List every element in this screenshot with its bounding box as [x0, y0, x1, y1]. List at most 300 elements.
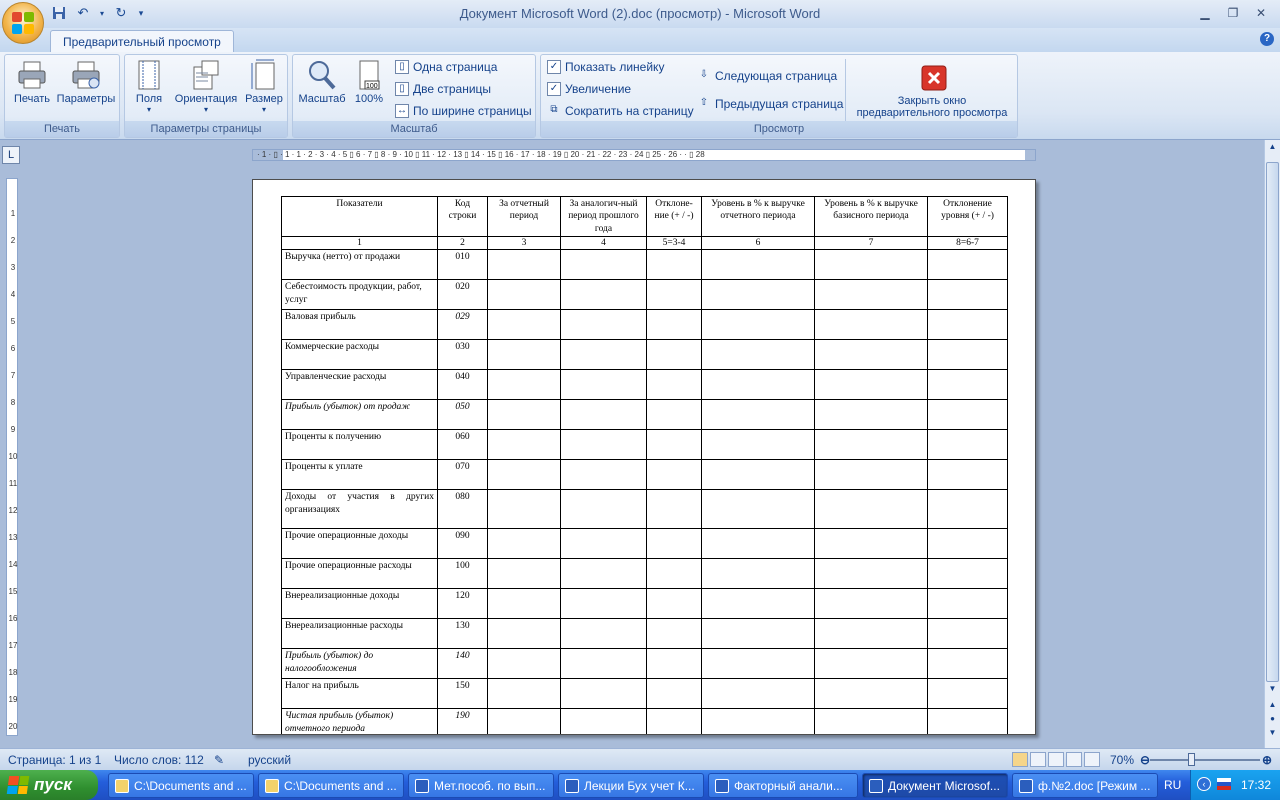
- magnifier-label: Увеличение: [565, 82, 632, 96]
- two-pages-label: Две страницы: [413, 82, 492, 96]
- table-header-cell: За аналогич-ный период прошлого года: [561, 197, 647, 237]
- group-page-setup: [124, 54, 288, 138]
- empty-value-cell: [928, 709, 1008, 735]
- help-icon[interactable]: ?: [1260, 32, 1274, 46]
- horizontal-ruler-labels: · 1 · ▯ · 1 · 1 · 2 · 3 · 4 · 5 ▯ 6 · 7 ▯ 8 · 9 · 10 ▯ 11 · 12 · 13 ▯ 14 · 15 ▯ 16 · 17 · 18 · 19 ▯ 20 · 21 · 22 · 23 · 24 ▯ 25 · 26 · · ▯ 28: [257, 150, 705, 159]
- word-document-icon: [869, 779, 883, 793]
- vertical-ruler-label: 2: [10, 236, 16, 245]
- row-code-cell: 150: [438, 679, 488, 709]
- table-header-cell: Отклоне-ние (+ / -): [647, 197, 702, 237]
- column-number-cell: 1: [282, 237, 438, 250]
- table-header-cell: За отчетный период: [488, 197, 561, 237]
- vertical-ruler-label: 6: [10, 344, 16, 353]
- empty-value-cell: [702, 430, 815, 460]
- next-page-icon: ⇩: [699, 69, 709, 80]
- taskbar-button[interactable]: [1012, 773, 1158, 798]
- empty-value-cell: [815, 460, 928, 490]
- empty-value-cell: [488, 529, 561, 559]
- zoom-label: Масштаб: [298, 93, 346, 105]
- empty-value-cell: [815, 709, 928, 735]
- empty-value-cell: [815, 430, 928, 460]
- empty-value-cell: [702, 529, 815, 559]
- start-button[interactable]: [0, 770, 98, 800]
- one-page-icon: ▯: [395, 60, 409, 74]
- taskbar-button[interactable]: [408, 773, 554, 798]
- table-row: [282, 490, 1008, 529]
- row-code-cell: 050: [438, 400, 488, 430]
- row-label-cell: Себестоимость продукции, работ, услуг: [282, 280, 438, 310]
- vertical-ruler-label: 18: [8, 668, 18, 677]
- windows-flag-icon: [7, 776, 30, 794]
- table-header-row: [282, 197, 1008, 237]
- empty-value-cell: [702, 460, 815, 490]
- vertical-ruler-label: 14: [8, 560, 18, 569]
- table-row: [282, 589, 1008, 619]
- row-code-cell: 010: [438, 250, 488, 280]
- empty-value-cell: [928, 310, 1008, 340]
- empty-value-cell: [561, 679, 647, 709]
- table-row: [282, 310, 1008, 340]
- column-number-cell: 6: [702, 237, 815, 250]
- two-pages-icon: ▯: [395, 82, 409, 96]
- empty-value-cell: [561, 250, 647, 280]
- tray-expand-icon[interactable]: ‹: [1197, 777, 1211, 791]
- empty-value-cell: [702, 340, 815, 370]
- margins-label: Поля: [135, 93, 163, 105]
- magnifier-check-icon: ✓: [547, 82, 561, 96]
- row-label-cell: Прибыль (убыток) от продаж: [282, 400, 438, 430]
- row-code-cell: 140: [438, 649, 488, 679]
- row-label-cell: Прочие операционные расходы: [282, 559, 438, 589]
- vertical-ruler-label: 8: [10, 398, 16, 407]
- empty-value-cell: [488, 460, 561, 490]
- empty-value-cell: [928, 490, 1008, 529]
- group-zoom-label: Масштаб: [293, 121, 535, 137]
- zoom-button[interactable]: [297, 59, 347, 105]
- empty-value-cell: [647, 280, 702, 310]
- print-button[interactable]: [9, 59, 55, 105]
- page-width-label: По ширине страницы: [413, 104, 532, 118]
- empty-value-cell: [928, 460, 1008, 490]
- zoom-100-button[interactable]: [349, 59, 389, 105]
- empty-value-cell: [928, 529, 1008, 559]
- ruler-right-margin: [1025, 150, 1035, 160]
- empty-value-cell: [702, 310, 815, 340]
- group-print-label: Печать: [5, 121, 119, 137]
- restore-icon[interactable]: ❐: [1227, 6, 1239, 20]
- empty-value-cell: [702, 370, 815, 400]
- empty-value-cell: [647, 619, 702, 649]
- page-width-icon: ↔: [397, 105, 407, 116]
- full-screen-reading-view-icon[interactable]: [1030, 752, 1046, 767]
- tray-flag-icon[interactable]: [1217, 778, 1231, 790]
- empty-value-cell: [702, 280, 815, 310]
- table-row: [282, 529, 1008, 559]
- empty-value-cell: [647, 430, 702, 460]
- empty-value-cell: [928, 400, 1008, 430]
- empty-value-cell: [488, 340, 561, 370]
- page-100-icon: [353, 59, 385, 91]
- group-preview: [540, 54, 1018, 138]
- empty-value-cell: [702, 490, 815, 529]
- empty-value-cell: [488, 649, 561, 679]
- table-row: [282, 280, 1008, 310]
- row-label-cell: Прибыль (убыток) до налогообложения: [282, 649, 438, 679]
- one-page-button[interactable]: [395, 60, 497, 74]
- empty-value-cell: [647, 679, 702, 709]
- row-label-cell: Налог на прибыль: [282, 679, 438, 709]
- orientation-button[interactable]: [171, 59, 241, 114]
- outline-view-icon[interactable]: [1066, 752, 1082, 767]
- empty-value-cell: [815, 490, 928, 529]
- vertical-ruler-label: 17: [8, 641, 18, 650]
- taskbar-button-label: Документ Microsof...: [888, 778, 1000, 793]
- two-pages-button[interactable]: [395, 82, 491, 96]
- system-tray: [1190, 770, 1280, 800]
- row-code-cell: 130: [438, 619, 488, 649]
- column-number-cell: 2: [438, 237, 488, 250]
- vertical-ruler-label: 3: [10, 263, 16, 272]
- vertical-ruler-label: 19: [8, 695, 18, 704]
- undo-icon[interactable]: ↶: [77, 5, 89, 20]
- vertical-ruler-label: 7: [10, 371, 16, 380]
- table-row: [282, 619, 1008, 649]
- empty-value-cell: [815, 619, 928, 649]
- title-bar: [0, 0, 1280, 28]
- empty-value-cell: [928, 589, 1008, 619]
- preview-divider: [845, 59, 846, 121]
- group-print: [4, 54, 120, 138]
- table-header-cell: Код строки: [438, 197, 488, 237]
- vertical-ruler-label: 13: [8, 533, 18, 542]
- zoom-slider-knob[interactable]: [1188, 753, 1195, 766]
- taskbar-button-label: Лекции Бух учет К...: [584, 778, 695, 793]
- empty-value-cell: [647, 490, 702, 529]
- empty-value-cell: [647, 460, 702, 490]
- row-code-cell: 020: [438, 280, 488, 310]
- empty-value-cell: [647, 589, 702, 619]
- start-label: пуск: [34, 775, 72, 794]
- vertical-ruler-label: 10: [8, 452, 18, 461]
- row-code-cell: 100: [438, 559, 488, 589]
- empty-value-cell: [488, 559, 561, 589]
- taskbar-button-label: ф.№2.doc [Режим ...: [1038, 778, 1151, 793]
- magnifier-checkbox[interactable]: [547, 82, 631, 96]
- empty-value-cell: [488, 709, 561, 735]
- table-row: [282, 679, 1008, 709]
- margins-icon: [133, 59, 165, 91]
- row-label-cell: Внереализационные доходы: [282, 589, 438, 619]
- vertical-ruler-label: 15: [8, 587, 18, 596]
- empty-value-cell: [561, 340, 647, 370]
- empty-value-cell: [928, 370, 1008, 400]
- row-label-cell: Прочие операционные доходы: [282, 529, 438, 559]
- folder-icon: [265, 779, 279, 793]
- clock[interactable]: 17:32: [1241, 778, 1272, 792]
- close-icon[interactable]: ✕: [1255, 6, 1267, 20]
- window-title: Документ Microsoft Word (2).doc (просмотр) - Microsoft Word: [459, 6, 821, 21]
- undo-dropdown-icon[interactable]: ▾: [99, 8, 104, 18]
- close-preview-icon: [916, 65, 948, 91]
- scroll-down-icon[interactable]: ▼: [1268, 684, 1277, 693]
- empty-value-cell: [561, 460, 647, 490]
- folder-icon: [115, 779, 129, 793]
- empty-value-cell: [702, 709, 815, 735]
- print-params-button[interactable]: [55, 59, 117, 105]
- empty-value-cell: [815, 559, 928, 589]
- orientation-icon: [190, 59, 222, 91]
- show-ruler-label: Показать линейку: [565, 60, 665, 74]
- prev-page-nav-icon[interactable]: ▲: [1268, 700, 1277, 709]
- taskbar-button[interactable]: [708, 773, 858, 798]
- show-ruler-checkbox[interactable]: [547, 60, 664, 74]
- row-label-cell: Управленческие расходы: [282, 370, 438, 400]
- close-preview-label-2: предварительного просмотра: [856, 107, 1008, 119]
- empty-value-cell: [647, 559, 702, 589]
- empty-value-cell: [928, 430, 1008, 460]
- taskbar-button[interactable]: [258, 773, 404, 798]
- empty-value-cell: [561, 490, 647, 529]
- size-button[interactable]: [243, 59, 285, 114]
- empty-value-cell: [647, 370, 702, 400]
- empty-value-cell: [815, 589, 928, 619]
- row-code-cell: 090: [438, 529, 488, 559]
- show-ruler-check-icon: ✓: [547, 60, 561, 74]
- empty-value-cell: [647, 340, 702, 370]
- taskbar-button-label: Мет.пособ. по вып...: [434, 778, 546, 793]
- one-page-label: Одна страница: [413, 60, 498, 74]
- row-label-cell: Чистая прибыль (убыток) отчетного периода: [282, 709, 438, 735]
- print-params-label: Параметры: [56, 93, 116, 105]
- vertical-scrollbar[interactable]: [1264, 140, 1280, 748]
- zoom-slider[interactable]: [1150, 759, 1260, 761]
- taskbar-button-label: Факторный анали...: [734, 778, 843, 793]
- row-label-cell: Проценты к получению: [282, 430, 438, 460]
- row-code-cell: 060: [438, 430, 488, 460]
- empty-value-cell: [488, 619, 561, 649]
- empty-value-cell: [561, 370, 647, 400]
- next-page-label: Следующая страница: [715, 69, 838, 83]
- empty-value-cell: [928, 280, 1008, 310]
- empty-value-cell: [488, 370, 561, 400]
- prev-page-icon: ⇧: [699, 97, 709, 108]
- ribbon: [0, 52, 1280, 140]
- empty-value-cell: [561, 709, 647, 735]
- redo-icon[interactable]: ↻: [115, 5, 127, 20]
- zoom-in-icon[interactable]: ⊕: [1262, 753, 1273, 767]
- next-page-button[interactable]: [697, 69, 837, 83]
- row-code-cell: 190: [438, 709, 488, 735]
- empty-value-cell: [647, 310, 702, 340]
- horizontal-ruler[interactable]: [252, 149, 1036, 161]
- shrink-one-page-button[interactable]: [547, 104, 694, 118]
- empty-value-cell: [488, 310, 561, 340]
- language-status[interactable]: русский: [248, 753, 292, 767]
- document-page[interactable]: [252, 179, 1036, 735]
- empty-value-cell: [928, 340, 1008, 370]
- table-row: [282, 559, 1008, 589]
- customize-qat-icon[interactable]: ▾: [138, 7, 144, 18]
- table-row: [282, 709, 1008, 735]
- vertical-ruler-label: 1: [10, 209, 16, 218]
- empty-value-cell: [928, 559, 1008, 589]
- row-label-cell: Валовая прибыль: [282, 310, 438, 340]
- draft-view-icon[interactable]: [1084, 752, 1100, 767]
- column-number-cell: 7: [815, 237, 928, 250]
- row-label-cell: Проценты к уплате: [282, 460, 438, 490]
- taskbar-button-label: C:\Documents and ...: [284, 778, 397, 793]
- scrollbar-thumb[interactable]: [1266, 162, 1279, 682]
- empty-value-cell: [561, 280, 647, 310]
- status-bar: [0, 748, 1280, 770]
- row-label-cell: Выручка (нетто) от продажи: [282, 250, 438, 280]
- financial-results-table: [281, 196, 1008, 735]
- row-code-cell: 029: [438, 310, 488, 340]
- taskbar-button[interactable]: [558, 773, 704, 798]
- empty-value-cell: [928, 649, 1008, 679]
- empty-value-cell: [928, 619, 1008, 649]
- vertical-ruler-label: 12: [8, 506, 18, 515]
- printer-settings-icon: [70, 59, 102, 91]
- empty-value-cell: [647, 649, 702, 679]
- vertical-ruler[interactable]: [6, 178, 18, 736]
- margins-dropdown-icon: ▾: [146, 105, 151, 114]
- row-label-cell: Коммерческие расходы: [282, 340, 438, 370]
- empty-value-cell: [702, 559, 815, 589]
- row-label-cell: Доходы от участия в других организациях: [282, 490, 438, 529]
- vertical-ruler-label: 11: [8, 479, 18, 488]
- vertical-ruler-label: 4: [10, 290, 16, 299]
- table-header-cell: Показатели: [282, 197, 438, 237]
- empty-value-cell: [488, 250, 561, 280]
- empty-value-cell: [561, 619, 647, 649]
- page-count-status[interactable]: Страница: 1 из 1: [8, 753, 102, 767]
- size-dropdown-icon: ▾: [261, 105, 266, 114]
- table-row: [282, 649, 1008, 679]
- zoom-level[interactable]: 70%: [1110, 753, 1135, 767]
- empty-value-cell: [702, 619, 815, 649]
- prev-page-button[interactable]: [697, 97, 843, 111]
- table-row: [282, 460, 1008, 490]
- group-zoom: [292, 54, 536, 138]
- empty-value-cell: [647, 250, 702, 280]
- taskbar-button[interactable]: [862, 773, 1008, 798]
- spellcheck-icon[interactable]: ✎: [214, 753, 225, 767]
- tab-print-preview[interactable]: Предварительный просмотр: [50, 30, 234, 52]
- empty-value-cell: [488, 679, 561, 709]
- word-count-status[interactable]: Число слов: 112: [114, 753, 204, 767]
- minimize-icon[interactable]: ▁: [1200, 6, 1210, 20]
- empty-value-cell: [647, 529, 702, 559]
- close-preview-label-1: Закрыть окно: [897, 95, 967, 107]
- empty-value-cell: [647, 709, 702, 735]
- scroll-up-icon[interactable]: ▲: [1268, 142, 1277, 151]
- row-code-cell: 040: [438, 370, 488, 400]
- empty-value-cell: [928, 250, 1008, 280]
- group-preview-label: Просмотр: [541, 121, 1017, 137]
- page-size-icon: [248, 59, 280, 91]
- empty-value-cell: [561, 430, 647, 460]
- empty-value-cell: [702, 679, 815, 709]
- empty-value-cell: [815, 370, 928, 400]
- taskbar-button[interactable]: [108, 773, 254, 798]
- row-code-cell: 080: [438, 490, 488, 529]
- empty-value-cell: [815, 310, 928, 340]
- empty-value-cell: [815, 280, 928, 310]
- column-number-cell: 8=6-7: [928, 237, 1008, 250]
- column-number-cell: 4: [561, 237, 647, 250]
- empty-value-cell: [488, 589, 561, 619]
- empty-value-cell: [815, 529, 928, 559]
- table-row: [282, 430, 1008, 460]
- empty-value-cell: [815, 679, 928, 709]
- table-row: [282, 250, 1008, 280]
- size-label: Размер: [245, 93, 283, 105]
- magnifier-icon: [306, 59, 338, 91]
- empty-value-cell: [702, 589, 815, 619]
- svg-text:100: 100: [366, 83, 378, 90]
- table-row: [282, 340, 1008, 370]
- table-header-cell: Уровень в % к выручке отчетного периода: [702, 197, 815, 237]
- empty-value-cell: [561, 400, 647, 430]
- empty-value-cell: [647, 400, 702, 430]
- column-number-cell: 5=3-4: [647, 237, 702, 250]
- empty-value-cell: [561, 559, 647, 589]
- web-layout-view-icon[interactable]: [1048, 752, 1064, 767]
- empty-value-cell: [815, 250, 928, 280]
- next-page-nav-icon[interactable]: ▼: [1268, 728, 1277, 737]
- empty-value-cell: [561, 649, 647, 679]
- zoom-out-icon[interactable]: ⊖: [1140, 753, 1151, 767]
- empty-value-cell: [488, 490, 561, 529]
- browse-object-icon[interactable]: ●: [1270, 714, 1275, 723]
- orientation-label: Ориентация: [174, 93, 238, 105]
- print-layout-view-icon[interactable]: [1012, 752, 1028, 767]
- empty-value-cell: [815, 340, 928, 370]
- page-width-button[interactable]: [395, 104, 532, 118]
- row-label-cell: Внереализационные расходы: [282, 619, 438, 649]
- row-code-cell: 070: [438, 460, 488, 490]
- ruler-tab-selector-icon[interactable]: L: [2, 146, 20, 164]
- empty-value-cell: [702, 400, 815, 430]
- windows-taskbar: [0, 770, 1280, 800]
- row-code-cell: 120: [438, 589, 488, 619]
- table-header-cell: Уровень в % к выручке базисного периода: [815, 197, 928, 237]
- shrink-page-icon: ⧉: [550, 104, 558, 115]
- empty-value-cell: [488, 430, 561, 460]
- empty-value-cell: [815, 400, 928, 430]
- empty-value-cell: [928, 679, 1008, 709]
- margins-button[interactable]: [129, 59, 169, 114]
- printer-icon: [16, 59, 48, 91]
- table-row: [282, 370, 1008, 400]
- row-code-cell: 030: [438, 340, 488, 370]
- prev-page-label: Предыдущая страница: [715, 97, 844, 111]
- column-number-cell: 3: [488, 237, 561, 250]
- close-preview-button[interactable]: [847, 59, 1017, 119]
- vertical-ruler-label: 16: [8, 614, 18, 623]
- table-header-cell: Отклонение уровня (+ / -): [928, 197, 1008, 237]
- column-numbers-row: [282, 237, 1008, 250]
- shrink-label: Сократить на страницу: [565, 104, 694, 118]
- language-indicator[interactable]: RU: [1164, 778, 1182, 792]
- vertical-ruler-label: 20: [8, 722, 18, 731]
- empty-value-cell: [561, 529, 647, 559]
- empty-value-cell: [702, 649, 815, 679]
- office-button[interactable]: [2, 2, 44, 44]
- table-row: [282, 400, 1008, 430]
- vertical-ruler-label: 9: [10, 425, 16, 434]
